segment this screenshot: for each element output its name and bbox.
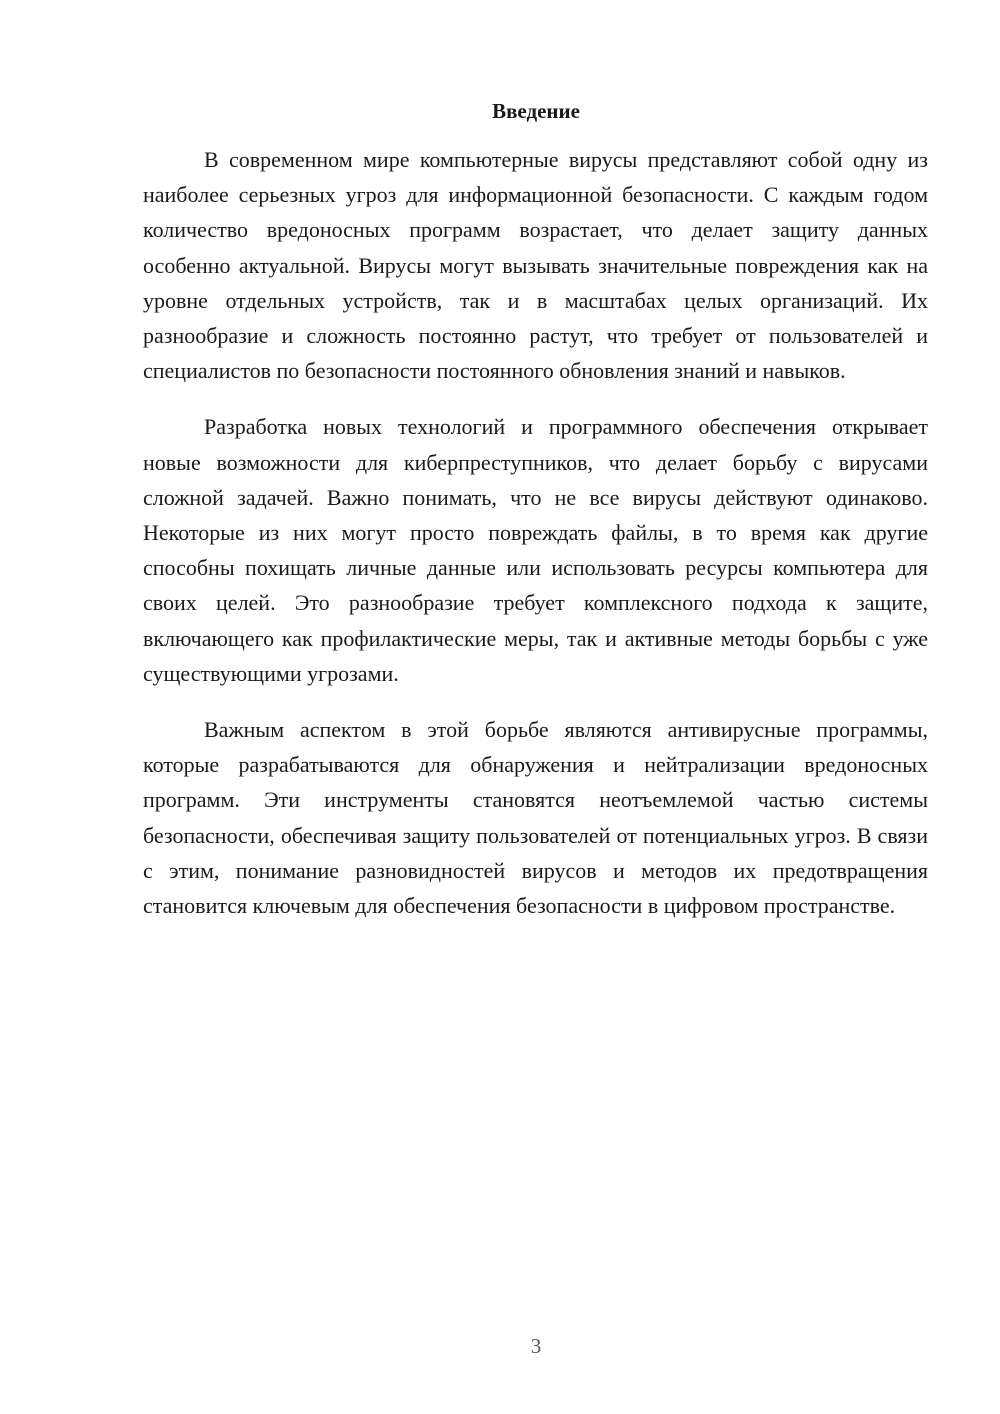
paragraph-2: Разработка новых технологий и программного обеспечения открывает новые возможности для киберпреступников, что делает борьбу с вирусами сложной задачей. Важно понимать, что не все вирусы действуют одинаково. Некоторые из них могут просто повреждать файлы, в то время как другие способны похищать личные данные или использовать ресурсы компьютера для своих целей. Это разнообразие требует комплексного подхода к защите, включающего как профилактические меры, так и активные методы борьбы с уже существующими угрозами. xyxy=(143,414,928,686)
section-title: Введение xyxy=(492,99,580,123)
page-number: 3 xyxy=(530,1334,542,1358)
body-text xyxy=(143,142,928,944)
paragraph-1: В современном мире компьютерные вирусы представляют собой одну из наиболее серьезных угроз для информационной безопасности. С каждым годом количество вредоносных программ возрастает, что делает защиту данных особенно актуальной. Вирусы могут вызывать значительные повреждения как на уровне отдельных устройств, так и в масштабах целых организаций. Их разнообразие и сложность постоянно растут, что требует от пользователей и специалистов по безопасности постоянного обновления знаний и навыков. xyxy=(143,147,928,384)
paragraph-3: Важным аспектом в этой борьбе являются антивирусные программы, которые разрабатываются для обнаружения и нейтрализации вредоносных программ. Эти инструменты становятся неотъемлемой частью системы безопасности, обеспечивая защиту пользователей от потенциальных угроз. В связи с этим, понимание разновидностей вирусов и методов их предотвращения становится ключевым для обеспечения безопасности в цифровом пространстве. xyxy=(143,717,928,919)
